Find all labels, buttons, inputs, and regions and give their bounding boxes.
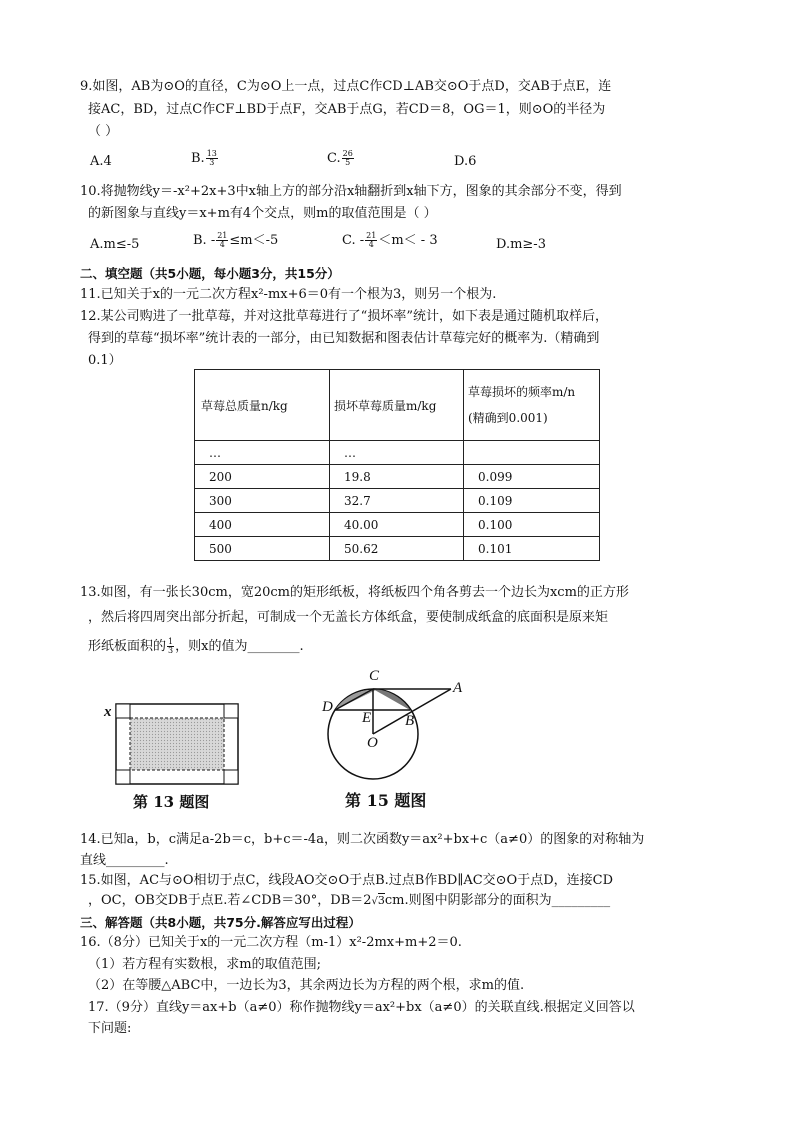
fig13-label-x: x (104, 704, 112, 720)
table-cell: 0.100 (464, 513, 600, 537)
table-cell: … (195, 441, 330, 465)
figure-15 (316, 668, 476, 794)
q11-text: 11.已知关于x的一元二次方程x²-mx+6＝0有一个根为3，则另一个根为. (80, 287, 497, 302)
q13-line1: 13.如图，有一张长30cm，宽20cm的矩形纸板，将纸板四个角各剪去一个边长为xcm的正方形 (80, 585, 629, 600)
table-header-cell: 草莓损坏的频率m/n (精确到0.001) (464, 370, 600, 441)
fig15-label-b: B (405, 713, 415, 729)
table-row (195, 441, 600, 465)
fig15-caption: 第 15 题图 (345, 791, 427, 810)
q16-line3: （2）在等腰△ABC中，一边长为3，其余两边长为方程的两个根，求m的值. (88, 978, 525, 993)
q10-option-c: C. - $\frac{21}{4}$ ＜m＜ - 3 (342, 231, 438, 249)
table-cell: 19.8 (330, 465, 464, 489)
q12-line2: 得到的草莓“损坏率”统计表的一部分，由已知数据和图表估计草莓完好的概率为.（精确到 (88, 331, 600, 346)
table-row (195, 537, 600, 561)
table-cell: 40.00 (330, 513, 464, 537)
q14-line2: 直线_________. (80, 853, 169, 868)
q9-option-b: B. $\frac{13}{3}$ (191, 149, 217, 167)
q9-line3: （ ） (88, 124, 119, 139)
table-header-row (195, 370, 600, 441)
corner-square (224, 704, 238, 718)
q10-line2: 的新图象与直线y＝x+m有4个交点，则m的取值范围是（ ） (88, 206, 437, 221)
segment-cd (335, 689, 373, 710)
fig13-caption: 第 13 题图 (133, 793, 210, 811)
fig15-label-a: A (453, 680, 463, 696)
q13-line3: 形纸板面积的 $\frac{1}{3}$ ，则x的值为________. (88, 637, 304, 655)
q12-line3: 0.1） (88, 353, 122, 368)
shaded-region (373, 689, 410, 710)
table-cell: 500 (195, 537, 330, 561)
fig15-label-c: C (369, 668, 380, 684)
q9-line2: 接AC，BD，过点C作CF⊥BD于点F，交AB于点G，若CD＝8，OG＝1，则⊙O的半径为 (88, 102, 606, 117)
section-3-heading: 三、解答题（共8小题，共75分.解答应写出过程） (80, 915, 361, 930)
q9-option-a: A.4 (90, 154, 112, 169)
q10-option-b: B. - $\frac{21}{4}$ ≤m＜-5 (193, 231, 279, 249)
table-cell: 400 (195, 513, 330, 537)
table-cell: 0.109 (464, 489, 600, 513)
q12-line1: 12.某公司购进了一批草莓，并对这批草莓进行了“损坏率”统计，如下表是通过随机取样后， (80, 309, 608, 324)
corner-square (116, 770, 130, 784)
table-cell: … (330, 441, 464, 465)
table-cell: 200 (195, 465, 330, 489)
q10-line1: 10.将抛物线y＝-x²+2x+3中x轴上方的部分沿x轴翻折到x轴下方，图象的其余部分不变，得到 (80, 184, 622, 199)
fig15-label-o: O (367, 735, 378, 751)
box-base (130, 718, 224, 770)
fig15-label-d: D (322, 699, 333, 715)
table-cell: 0.101 (464, 537, 600, 561)
q16-line1: 16.（8分）已知关于x的一元二次方程（m-1）x²-2mx+m+2＝0. (80, 935, 462, 950)
table-row (195, 465, 600, 489)
table-cell: 0.099 (464, 465, 600, 489)
q9-option-c: C. $\frac{26}{5}$ (327, 149, 353, 167)
table-cell: 32.7 (330, 489, 464, 513)
table-cell: 50.62 (330, 537, 464, 561)
q10-option-a: A.m≤-5 (90, 237, 140, 252)
q17-line2: 下问题: (88, 1021, 132, 1036)
q9-option-d: D.6 (454, 154, 477, 169)
q16-line2: （1）若方程有实数根，求m的取值范围; (88, 957, 321, 972)
table-cell: 300 (195, 489, 330, 513)
q17-line1: 17.（9分）直线y＝ax+b（a≠0）称作抛物线y＝ax²+bx（a≠0）的关联直线.根据定义回答以 (88, 1000, 635, 1015)
table-row (195, 513, 600, 537)
q9-line1: 9.如图，AB为⊙O的直径，C为⊙O上一点，过点C作CD⊥AB交⊙O于点D，交AB于点E，连 (80, 79, 612, 94)
corner-square (116, 704, 130, 718)
fig15-label-e: E (362, 710, 372, 726)
table-header-cell: 草莓总质量n/kg (195, 370, 330, 441)
q13-line2: ，然后将四周突出部分折起，可制成一个无盖长方体纸盒，要使制成纸盒的底面积是原来矩 (88, 610, 609, 625)
corner-square (224, 770, 238, 784)
figure-13 (112, 700, 242, 790)
q15-line1: 15.如图，AC与⊙O相切于点C，线段AO交⊙O于点B.过点B作BD∥AC交⊙O于点D，连接CD (80, 873, 614, 888)
strawberry-table (194, 369, 600, 561)
table-row (195, 489, 600, 513)
q15-line2: ，OC，OB交DB于点E.若∠CDB＝30°，DB＝2√3cm.则图中阴影部分的面积为_________ (88, 893, 611, 908)
q10-option-d: D.m≥-3 (496, 237, 546, 252)
q14-line1: 14.已知a，b，c满足a-2b＝c，b+c＝-4a，则二次函数y＝ax²+bx+c（a≠0）的图象的对称轴为 (80, 832, 645, 847)
table-header-cell: 损坏草莓质量m/kg (330, 370, 464, 441)
section-2-heading: 二、填空题（共5小题，每小题3分，共15分） (80, 266, 340, 281)
table-cell (464, 441, 600, 465)
